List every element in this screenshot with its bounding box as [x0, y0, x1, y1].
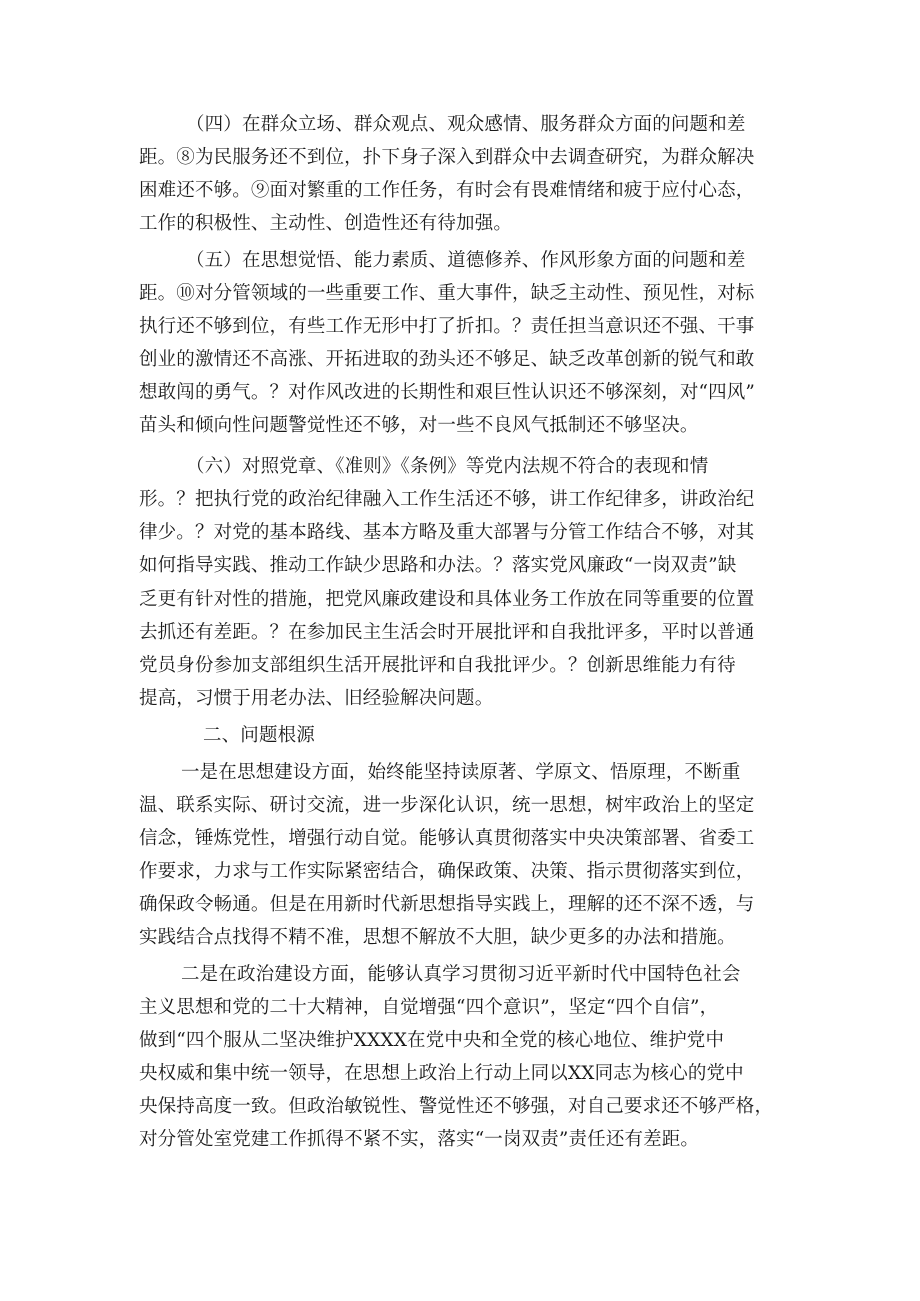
text-line: 执行还不够到位，有些工作无形中打了折扣。？责任担当意识还不强、干事: [139, 316, 755, 337]
text-line: 做到“四个服从二坚决维护XXXX在党中央和全党的核心地位、维护党中: [139, 1030, 725, 1051]
text-line: 乏更有针对性的措施，把党风廉政建设和具体业务工作放在同等重要的位置: [139, 589, 755, 610]
text-line: 想敢闯的勇气。？对作风改进的长期性和艰巨性认识还不够深刻，对“四风”: [139, 382, 756, 403]
text-line: 创业的激情还不高涨、开拓进取的劲头还不够足、缺乏改革创新的锐气和敢: [139, 349, 755, 370]
text-line: 信念，锤炼党性，增强行动自觉。能够认真贯彻落实中央决策部署、省委工: [139, 828, 755, 849]
text-line: 央保持高度一致。但政治敏锐性、警觉性还不够强，对自己要求还不够严格，: [139, 1096, 774, 1117]
text-line: 距。⑩对分管领域的一些重要工作、重大事件，缺乏主动性、预见性，对标: [139, 283, 755, 304]
text-line: 主义思想和党的二十大精神，自觉增强“四个意识”，坚定“四个自信”，: [139, 997, 719, 1018]
text-line: 律少。？对党的基本路线、基本方略及重大部署与分管工作结合不够，对其: [139, 522, 755, 543]
text-line: 一是在思想建设方面，始终能坚持读原著、学原文、悟原理，不断重: [181, 762, 741, 783]
text-line: （六）对照党章、《准则》《条例》等党内法规不符合的表现和情: [186, 456, 709, 477]
text-line: （四）在群众立场、群众观点、观众感情、服务群众方面的问题和差: [186, 114, 746, 135]
text-line: 温、联系实际、研讨交流，进一步深化认识，统一思想，树牢政治上的坚定: [139, 795, 755, 816]
text-line: 困难还不够。⑨面对繁重的工作任务，有时会有畏难情绪和疲于应付心态，: [139, 180, 755, 201]
section-heading: 二、问题根源: [203, 725, 315, 746]
text-line: 工作的积极性、主动性、创造性还有待加强。: [139, 213, 513, 234]
text-line: 确保政令畅通。但是在用新时代新思想指导实践上，理解的还不深不透，与: [139, 894, 755, 915]
text-line: 作要求，力求与工作实际紧密结合，确保政策、决策、指示贯彻落实到位，: [139, 861, 755, 882]
text-line: 苗头和倾向性问题警觉性还不够，对一些不良风气抵制还不够坚决。: [139, 415, 699, 436]
text-line: 实践结合点找得不精不准，思想不解放不大胆，缺少更多的办法和措施。: [139, 927, 736, 948]
text-line: 二是在政治建设方面，能够认真学习贯彻习近平新时代中国特色社会: [181, 964, 741, 985]
text-line: 提高，习惯于用老办法、旧经验解决问题。: [139, 688, 494, 709]
text-line: 党员身份参加支部组织生活开展批评和自我批评少。？创新思维能力有待: [139, 655, 736, 676]
text-line: 距。⑧为民服务还不到位，扑下身子深入到群众中去调查研究，为群众解决: [139, 147, 755, 168]
text-line: （五）在思想觉悟、能力素质、道德修养、作风形象方面的问题和差: [186, 250, 746, 271]
text-line: 去抓还有差距。？在参加民主生活会时开展批评和自我批评多，平时以普通: [139, 622, 755, 643]
text-line: 央权威和集中统一领导，在思想上政治上行动上同以XX同志为核心的党中: [139, 1063, 744, 1084]
text-line: 如何指导实践、推动工作缺少思路和办法。？落实党风廉政“一岗双责”缺: [139, 555, 737, 576]
text-line: 对分管处室党建工作抓得不紧不实，落实“一岗双责”责任还有差距。: [139, 1129, 700, 1150]
text-line: 形。？把执行党的政治纪律融入工作生活还不够，讲工作纪律多，讲政治纪: [139, 489, 755, 510]
